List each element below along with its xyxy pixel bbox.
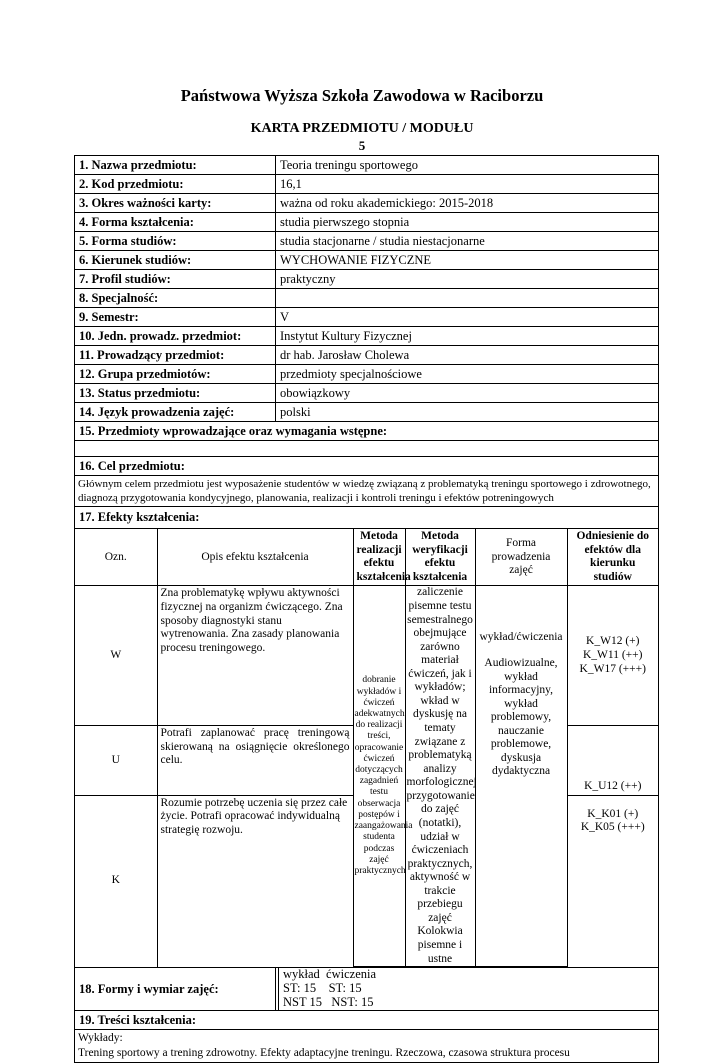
header-ozn: Ozn. (75, 529, 157, 586)
ref-w-1: K_W12 (+) (586, 635, 640, 648)
forma-top: wykład/ćwiczenia (479, 631, 563, 644)
field-label: 4. Forma kształcenia: (75, 213, 276, 232)
section-19-content (75, 1030, 659, 1063)
field-value: przedmioty specjalnościowe (276, 365, 659, 384)
section-15-content (75, 441, 659, 457)
field-row (75, 213, 659, 232)
field-label: 5. Forma studiów: (75, 232, 276, 251)
field-label: 14. Język prowadzenia zajęć: (75, 403, 276, 422)
field-value: praktyczny (276, 270, 659, 289)
field-value: dr hab. Jarosław Cholewa (276, 346, 659, 365)
field-row (75, 156, 659, 175)
section-17-effects (75, 529, 659, 968)
field-label: 9. Semestr: (75, 308, 276, 327)
field-row (75, 365, 659, 384)
section-15-row (75, 422, 659, 441)
section-16-text: Głównym celem przedmiotu jest wyposażenie studentów w wiedzę związaną z problematyką treningu sportowego i zdrowotnego, diagnozą przygotowania kondycyjnego, planowania, realizacji i kontroli treningu i efektów potreningowych (75, 476, 659, 507)
field-value: Instytut Kultury Fizycznej (276, 327, 659, 346)
effect-desc-u: Potrafi zaplanować pracę treningową skierowaną na osiągnięcie określonego celu. (157, 726, 353, 795)
section-16-title: 16. Cel przedmiotu: (75, 457, 659, 476)
effect-refs-k (567, 795, 658, 967)
field-label: 7. Profil studiów: (75, 270, 276, 289)
field-label: 8. Specjalność: (75, 289, 276, 308)
metoda-weryfikacji-text: zaliczenie pisemne testu semestralnego obejmujące zarówno materiał ćwiczeń, jak i wykładów; wkład w dyskusję na tematy związane z problematyką analizy morfologicznej przygotowanie do zajęć (notatki), udział w ćwiczeniach praktycznych, aktywność w trakcie przebiegu zajęć Kolokwia pisemne i ustne (405, 586, 475, 967)
section-17-title: 17. Efekty kształcenia: (75, 507, 659, 529)
field-value: ważna od roku akademickiego: 2015-2018 (276, 194, 659, 213)
effects-table (75, 529, 658, 967)
forms-line-1: wykład ćwiczenia (283, 967, 377, 982)
field-label: 12. Grupa przedmiotów: (75, 365, 276, 384)
course-card-table (74, 155, 659, 1063)
section-19-line-1: Wykłady: (78, 1032, 123, 1045)
ref-w-3: K_W17 (+++) (579, 662, 646, 675)
forms-line-3: NST 15 NST: 15 (283, 994, 374, 1009)
field-row (75, 384, 659, 403)
metoda-realizacji-text: dobranie wykładów i ćwiczeń adekwatnych do realizacji treści, opracowanie ćwiczeń dotyczących zagadnień testu obserwacja postępów i zaangażowania studenta podczas zajęć praktycznych (353, 586, 405, 967)
field-value: studia pierwszego stopnia (276, 213, 659, 232)
field-value: 16,1 (276, 175, 659, 194)
card-title: KARTA PRZEDMIOTU / MODUŁU (250, 121, 474, 136)
header-forma: Forma prowadzenia zajęć (475, 529, 567, 586)
section-16-row (75, 457, 659, 476)
field-value: WYCHOWANIE FIZYCZNE (276, 251, 659, 270)
ref-k-2: K_K05 (+++) (580, 821, 645, 834)
section-15-title: 15. Przedmioty wprowadzające oraz wymagania wstępne: (75, 422, 659, 441)
forms-line-2: ST: 15 ST: 15 (283, 980, 362, 995)
section-18-title: 18. Formy i wymiar zajęć: (75, 968, 276, 1011)
institution-title: Państwowa Wyższa Szkoła Zawodowa w Raciborzu (180, 86, 544, 105)
field-label: 3. Okres ważności karty: (75, 194, 276, 213)
field-value: V (276, 308, 659, 327)
field-row (75, 327, 659, 346)
card-number: 5 (358, 138, 366, 153)
ref-k-1: K_K01 (+) (587, 807, 639, 820)
field-row (75, 270, 659, 289)
field-value: Teoria treningu sportowego (276, 156, 659, 175)
effect-refs-u (567, 726, 658, 795)
field-row (75, 346, 659, 365)
field-label: 11. Prowadzący przedmiot: (75, 346, 276, 365)
field-label: 1. Nazwa przedmiotu: (75, 156, 276, 175)
field-row (75, 289, 659, 308)
field-value: polski (276, 403, 659, 422)
field-label: 6. Kierunek studiów: (75, 251, 276, 270)
field-row (75, 403, 659, 422)
field-label: 2. Kod przedmiotu: (75, 175, 276, 194)
header-odniesienie: Odniesienie do efektów dla kierunku studiów (567, 529, 658, 586)
section-19-title: 19. Treści kształcenia: (75, 1011, 659, 1030)
header-metoda-realizacji: Metoda realizacji efektu kształcenia (353, 529, 405, 586)
field-row (75, 308, 659, 327)
effect-desc-w: Zna problematykę wpływu aktywności fizycznej na organizm ćwiczącego. Zna sposoby diagnostyki stanu wytrenowania. Zna zasady planowania procesu treningowego. (157, 586, 353, 726)
effect-ozn-u: U (75, 726, 157, 795)
field-value (276, 289, 659, 308)
field-label: 10. Jedn. prowadz. przedmiot: (75, 327, 276, 346)
field-value: obowiązkowy (276, 384, 659, 403)
ref-w-2: K_W11 (++) (583, 649, 643, 662)
section-19-line-2: Trening sportowy a trening zdrowotny. Efekty adaptacyjne treningu. Rzeczowa, czasowa struktura procesu (78, 1047, 570, 1060)
forma-zajec (475, 586, 567, 967)
header-metoda-weryfikacji: Metoda weryfikacji efektu kształcenia (405, 529, 475, 586)
effect-ozn-w: W (75, 586, 157, 726)
field-row (75, 232, 659, 251)
field-row (75, 194, 659, 213)
effect-refs-w (567, 586, 658, 726)
section-18-values (276, 968, 659, 1011)
field-row (75, 251, 659, 270)
header-opis: Opis efektu kształcenia (157, 529, 353, 586)
effect-ozn-k: K (75, 795, 157, 967)
field-label: 13. Status przedmiotu: (75, 384, 276, 403)
effect-desc-k: Rozumie potrzebę uczenia się przez całe życie. Potrafi opracować indywidualną strategię rozwoju. (157, 795, 353, 967)
field-row (75, 175, 659, 194)
forma-bottom: Audiowizualne, wykład informacyjny, wykład problemowy, nauczanie problemowe, dyskusja dydaktyczna (484, 656, 558, 778)
ref-u-1: K_U12 (++) (584, 780, 642, 793)
field-value: studia stacjonarne / studia niestacjonarne (276, 232, 659, 251)
